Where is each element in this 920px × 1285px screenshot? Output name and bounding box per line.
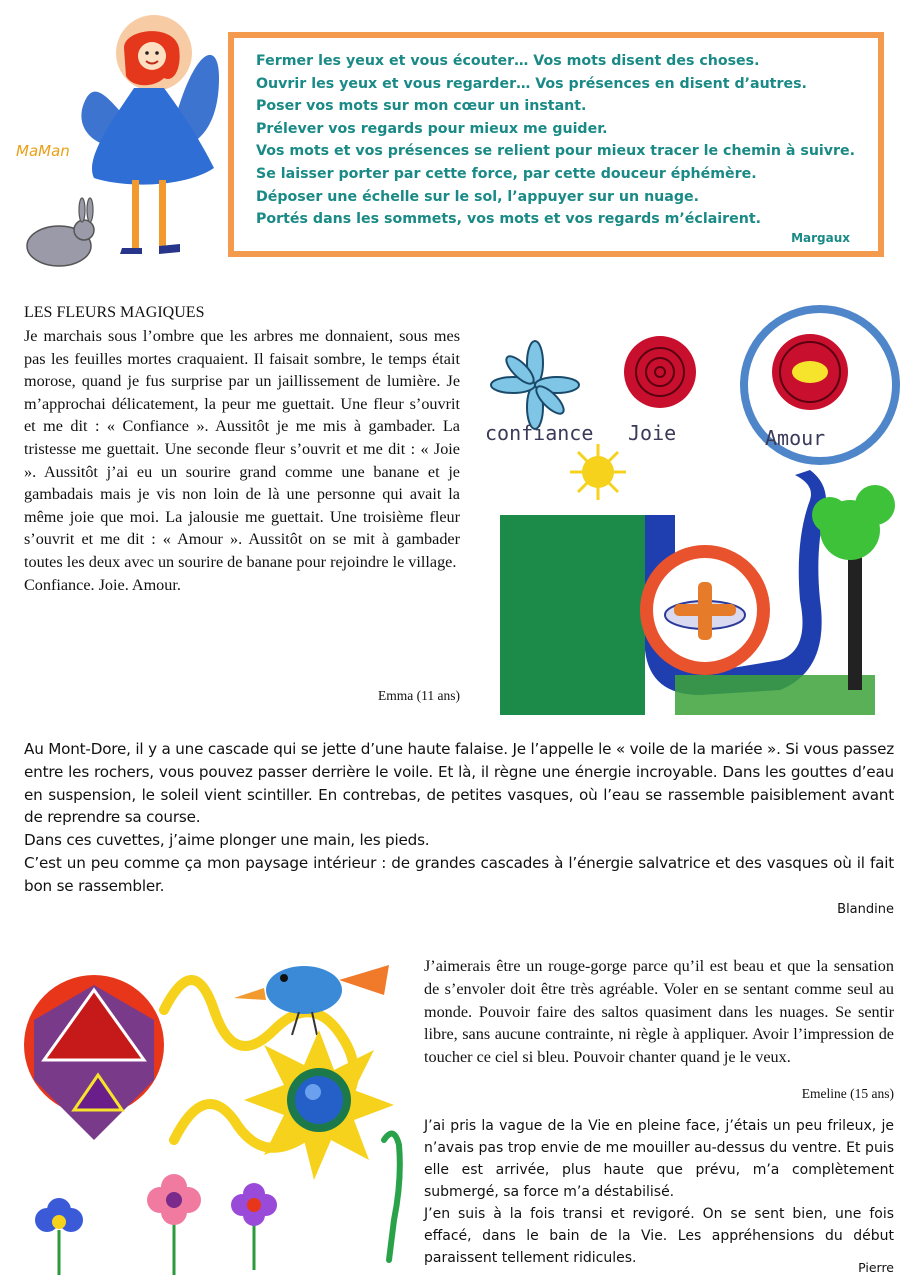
poem-line: Poser vos mots sur mon cœur un instant.: [256, 98, 587, 115]
poem-line: Portés dans les sommets, vos mots et vos regards m’éclairent.: [256, 211, 762, 228]
poem-line: Déposer une échelle sur le sol, l’appuyer sur un nuage.: [256, 188, 700, 205]
emeline-author: Emeline (15 ans): [801, 1086, 894, 1101]
pierre-paragraph: J’en suis à la fois transi et revigoré. On se sent bien, une fois effacé, dans le bain de la Vie. Les appréhensions du début paraissent tellement ridicules.: [424, 1206, 894, 1266]
poem-box: [228, 32, 884, 257]
blandine-text: [24, 738, 894, 898]
pierre-text: [424, 1115, 894, 1269]
flowers-drawing: [480, 300, 910, 720]
bird-icon: [234, 965, 389, 1035]
poem-line: Se laisser porter par cette force, par cette douceur éphémère.: [256, 165, 757, 182]
red-flower-icon: [624, 336, 696, 408]
amour-flower-icon: [772, 334, 848, 410]
flower-label-joie: Joie: [628, 421, 677, 445]
blandine-paragraph: Au Mont-Dore, il y a une cascade qui se jette d’une haute falaise. Je l’appelle le « voile de la mariée ». Si vous passez entre les rochers, vous pouvez passer derrière le voile. Et là, il règne une énergie incroyable. Dans les gouttes d’eau en suspension, le soleil vient scintiller. En contrebas, de petites vasques, où l’eau se rassemble paisiblement avant de reprendre sa course.: [24, 740, 894, 827]
poem-author: Margaux: [791, 230, 850, 245]
bird-sun-drawing: [14, 950, 414, 1280]
story-title: LES FLEURS MAGIQUES: [24, 304, 205, 321]
blandine-author: Blandine: [837, 902, 894, 917]
angel-drawing: [14, 8, 224, 270]
emma-paragraph: Je marchais sous l’ombre que les arbres me donnaient, sous mes pas les feuilles mortes craquaient. Il faisait sombre, le temps était morose, quand je fus surprise par un jaillissement de lumière. Je m’approchai délicatement, la peur me guettait. Une fleur s’ouvrit et me dit : « Confiance ». Aussitôt je me mis à gambader. La tristesse me guettait. Une seconde fleur s’ouvrit et me dit : « Joie ». Aussitôt j’ai eu un sourire grand comme une banane et je gambadais mais je vis non loin de là une personne qui avait la même joie que moi. La jalousie me guettait. Une troisième fleur s’ouvrit et me dit : « Amour ». Aussitôt on se mit à gambader toutes les deux avec un sourire de banane pour rejoindre le village.: [24, 327, 460, 571]
flower-label-confiance: confiance: [485, 421, 594, 445]
blandine-paragraph: C’est un peu comme ça mon paysage intérieur : de grandes cascades à l’énergie salvatrice et des vasques où il fait bon se rassembler.: [24, 853, 894, 895]
poem-line: Fermer les yeux et vous écouter… Vos mots disent des choses.: [256, 53, 760, 69]
small-flower-icon: [231, 1183, 277, 1270]
blue-flower-icon: [491, 341, 579, 429]
poem-line: Prélever vos regards pour mieux me guider.: [256, 120, 608, 137]
small-flower-icon: [147, 1174, 201, 1275]
flower-label-amour: Amour: [765, 426, 826, 450]
pierre-paragraph: J’ai pris la vague de la Vie en pleine face, j’étais un peu frileux, je n’avais pas trop envie de me mouiller au-dessus du ventre. Et puis elle est arrivée, plus haute que prévu, m’a complètement submergé, sa force m’a déstabilisé.: [424, 1118, 894, 1200]
blandine-paragraph: Dans ces cuvettes, j’aime plonger une main, les pieds.: [24, 831, 430, 850]
emma-closing: Confiance. Joie. Amour.: [24, 575, 181, 594]
emeline-text: J’aimerais être un rouge-gorge parce qu’il est beau et que la sensation de s’envoler doit être très agréable. Voler en se sentant comme seul au monde. Pouvoir faire des saltos quasiment dans les nuages. Se sentir libre, sans aucune contrainte, ni règle à appliquer. Avoir l’impression de toucher ce ciel si bleu. Pouvoir chanter quand je le veux.: [424, 957, 894, 1067]
maman-label: MaMan: [16, 142, 70, 160]
emma-author: Emma (11 ans): [378, 688, 460, 703]
poem-line: Ouvrir les yeux et vous regarder… Vos présences en disent d’autres.: [256, 75, 807, 92]
small-flower-icon: [35, 1198, 83, 1275]
sun-icon: [570, 444, 626, 500]
poem-line: Vos mots et vos présences se relient pour mieux tracer le chemin à suivre.: [256, 143, 856, 160]
pierre-author: Pierre: [858, 1260, 894, 1275]
emma-story: [24, 325, 460, 596]
sun-ball-icon: [244, 1030, 394, 1180]
